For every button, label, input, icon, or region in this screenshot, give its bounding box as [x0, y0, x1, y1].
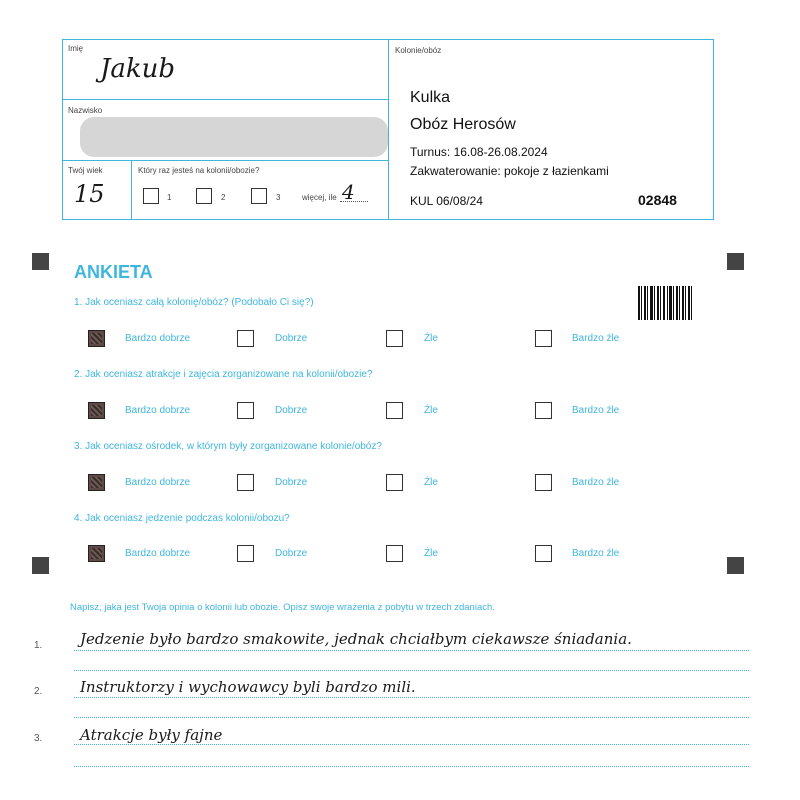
ktory-raz-checkbox-1[interactable] — [143, 188, 159, 204]
header-divider-nazwisko — [62, 160, 388, 161]
q3-zle-checkbox[interactable] — [386, 474, 403, 491]
header-divider-vertical — [388, 39, 389, 220]
q1-dobrze-checkbox[interactable] — [237, 330, 254, 347]
barcode — [638, 286, 692, 320]
q2-bardzo-zle-label: Bardzo źle — [572, 405, 620, 416]
q4-dobrze-checkbox[interactable] — [237, 545, 254, 562]
q4-zle-label: Źle — [424, 548, 438, 559]
opinion-line-3-number: 3. — [34, 733, 43, 744]
imie-value: Jakub — [100, 54, 176, 84]
q4-dobrze-label: Dobrze — [275, 548, 308, 559]
opinion-line-1-rule-b — [74, 670, 749, 671]
ktory-raz-label: Który raz jesteś na kolonii/obozie? — [138, 166, 260, 175]
opinion-line-3-rule-b — [74, 766, 749, 767]
q2-bardzo-dobrze-checkbox[interactable] — [88, 402, 105, 419]
alignment-marker-top-left — [32, 253, 49, 270]
question-2-text: 2. Jak oceniasz atrakcje i zajęcia zorganizowane na kolonii/obozie? — [74, 369, 373, 380]
q3-bardzo-dobrze-label: Bardzo dobrze — [125, 477, 191, 488]
code-text: KUL 06/08/24 — [410, 194, 483, 208]
q1-zle-label: Źle — [424, 333, 438, 344]
opinion-line-2-text: Instruktorzy i wychowawcy byli bardzo mili. — [80, 678, 416, 696]
wiecej-label: więcej, ile — [302, 193, 337, 202]
q3-bardzo-dobrze-checkbox[interactable] — [88, 474, 105, 491]
wiek-value: 15 — [74, 180, 105, 208]
q4-bardzo-dobrze-label: Bardzo dobrze — [125, 548, 191, 559]
q1-bardzo-dobrze-checkbox[interactable] — [88, 330, 105, 347]
q1-dobrze-label: Dobrze — [275, 333, 308, 344]
q4-bardzo-dobrze-checkbox[interactable] — [88, 545, 105, 562]
ktory-raz-option-2: 2 — [221, 193, 226, 202]
opinion-line-2-rule-a — [74, 697, 749, 698]
q2-dobrze-label: Dobrze — [275, 405, 308, 416]
kolonie-label: Kolonie/obóz — [395, 46, 442, 55]
nazwisko-label: Nazwisko — [68, 106, 103, 115]
q2-bardzo-zle-checkbox[interactable] — [535, 402, 552, 419]
question-3-text: 3. Jak oceniasz ośrodek, w którym były zorganizowane kolonie/obóz? — [74, 441, 382, 452]
wiek-label: Twój wiek — [68, 166, 103, 175]
q1-bardzo-zle-label: Bardzo źle — [572, 333, 620, 344]
q2-zle-checkbox[interactable] — [386, 402, 403, 419]
ktory-raz-option-3: 3 — [276, 193, 281, 202]
q3-dobrze-checkbox[interactable] — [237, 474, 254, 491]
header-divider-wiek — [131, 160, 132, 220]
kolonia-name: Kulka — [410, 89, 451, 106]
opinion-line-3-rule-a — [74, 744, 749, 745]
nazwisko-redaction — [80, 117, 388, 157]
opinion-line-2-rule-b — [74, 717, 749, 718]
q2-bardzo-dobrze-label: Bardzo dobrze — [125, 405, 191, 416]
opinion-line-1-number: 1. — [34, 640, 43, 651]
q4-bardzo-zle-label: Bardzo źle — [572, 548, 620, 559]
survey-title: ANKIETA — [74, 262, 153, 282]
opinion-line-1-rule-a — [74, 650, 749, 651]
q3-bardzo-zle-checkbox[interactable] — [535, 474, 552, 491]
alignment-marker-top-right — [727, 253, 744, 270]
header-divider-imie — [62, 99, 388, 100]
ktory-raz-option-1: 1 — [167, 193, 172, 202]
question-4-text: 4. Jak oceniasz jedzenie podczas kolonii/obozu? — [74, 513, 290, 524]
wiecej-dots — [340, 201, 368, 202]
opinion-line-1-text: Jedzenie było bardzo smakowite, jednak chciałbym ciekawsze śniadania. — [80, 630, 632, 648]
q3-dobrze-label: Dobrze — [275, 477, 308, 488]
question-1-text: 1. Jak oceniasz całą kolonię/obóz? (Podobało Ci się?) — [74, 297, 314, 308]
q1-zle-checkbox[interactable] — [386, 330, 403, 347]
q3-bardzo-zle-label: Bardzo źle — [572, 477, 620, 488]
opinion-prompt: Napisz, jaka jest Twoja opinia o kolonii lub obozie. Opisz swoje wrażenia z pobytu w trzech zdaniach. — [70, 602, 495, 613]
ktory-raz-checkbox-2[interactable] — [196, 188, 212, 204]
q1-bardzo-zle-checkbox[interactable] — [535, 330, 552, 347]
ktory-raz-checkbox-3[interactable] — [251, 188, 267, 204]
q4-bardzo-zle-checkbox[interactable] — [535, 545, 552, 562]
turnus-text: Turnus: 16.08-26.08.2024 — [410, 145, 548, 159]
wiecej-value: 4 — [342, 180, 355, 204]
form-number: 02848 — [638, 192, 677, 208]
q4-zle-checkbox[interactable] — [386, 545, 403, 562]
q2-zle-label: Źle — [424, 405, 438, 416]
alignment-marker-bottom-right — [727, 557, 744, 574]
q2-dobrze-checkbox[interactable] — [237, 402, 254, 419]
imie-label: Imię — [68, 44, 84, 53]
zakwaterowanie-text: Zakwaterowanie: pokoje z łazienkami — [410, 164, 609, 178]
oboz-name: Obóz Herosów — [410, 116, 516, 133]
opinion-line-2-number: 2. — [34, 686, 43, 697]
opinion-line-3-text: Atrakcje były fajne — [80, 726, 223, 744]
alignment-marker-bottom-left — [32, 557, 49, 574]
q1-bardzo-dobrze-label: Bardzo dobrze — [125, 333, 191, 344]
q3-zle-label: Źle — [424, 477, 438, 488]
